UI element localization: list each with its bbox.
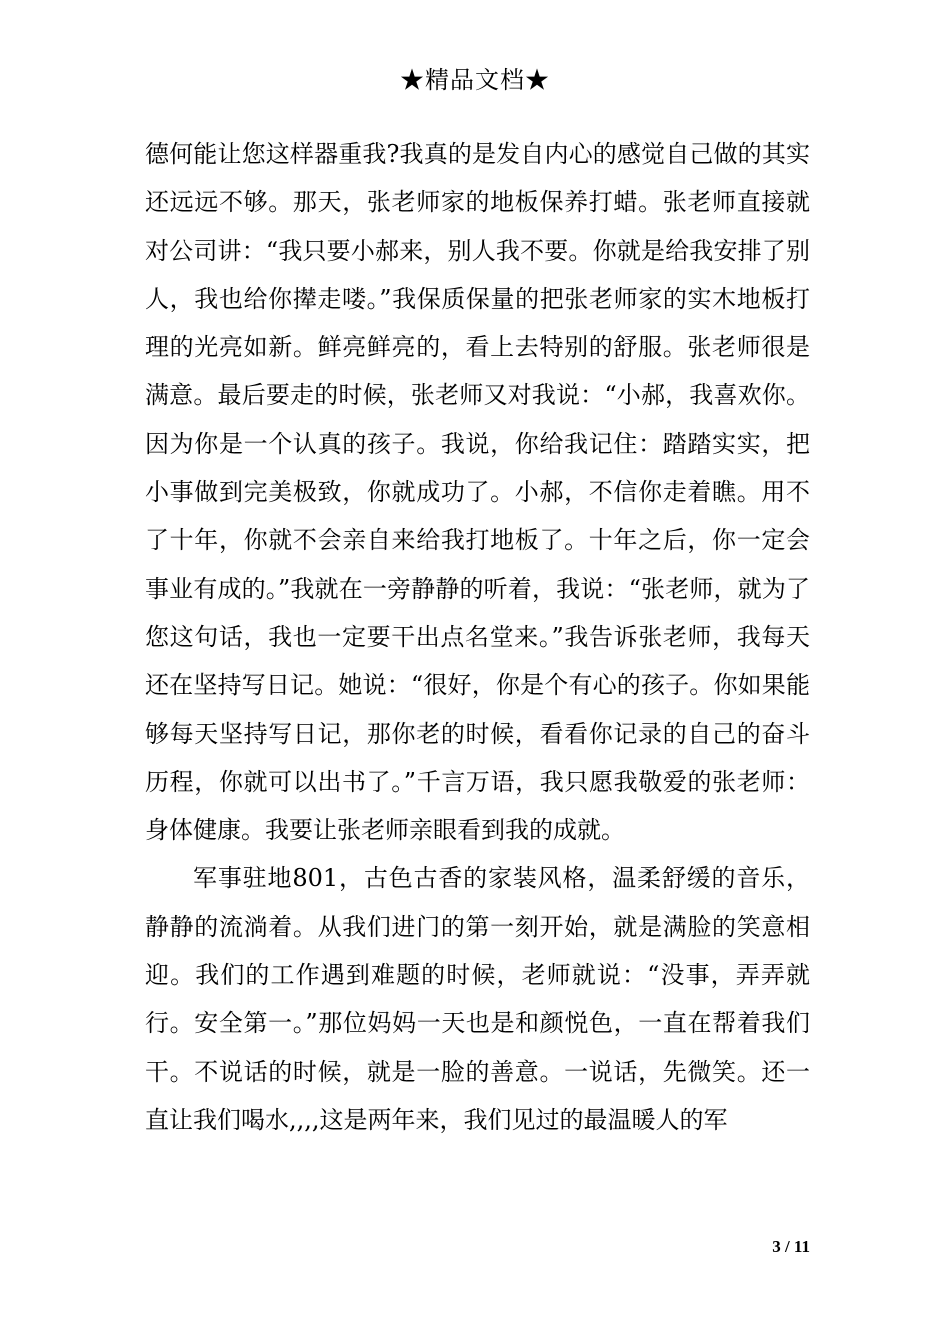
page-number: 3 / 11 <box>772 1237 810 1256</box>
paragraph-2: 军事驻地801，古色古香的家装风格，温柔舒缓的音乐，静静的流淌着。从我们进门的第一刻开始，就是满脸的笑意相迎。我们的工作遇到难题的时候，老师就说：“没事，弄弄就行。安全第一。”那位妈妈一天也是和颜悦色，一直在帮着我们干。不说话的时候，就是一脸的善意。一说话，先微笑。还一直让我们喝水,,,,这是两年来，我们见过的最温暖人的军 <box>145 864 810 1134</box>
page-header-title: ★精品文档★ <box>400 66 550 94</box>
document-body <box>145 130 810 1144</box>
paragraph-1: 德何能让您这样器重我?我真的是发自内心的感觉自己做的其实还远远不够。那天，张老师家的地板保养打蜡。张老师直接就对公司讲：“我只要小郝来，别人我不要。你就是给我安排了别人，我也给你撵走喽。”我保质保量的把张老师家的实木地板打理的光亮如新。鲜亮鲜亮的，看上去特别的舒服。张老师很是满意。最后要走的时候，张老师又对我说：“小郝，我喜欢你。因为你是一个认真的孩子。我说，你给我记住：踏踏实实，把小事做到完美极致，你就成功了。小郝，不信你走着瞧。用不了十年，你就不会亲自来给我打地板了。十年之后，你一定会事业有成的。”我就在一旁静静的听着，我说：“张老师，就为了您这句话，我也一定要干出点名堂来。”我告诉张老师，我每天还在坚持写日记。她说：“很好，你是个有心的孩子。你如果能够每天坚持写日记，那你老的时候，看看你记录的自己的奋斗历程，你就可以出书了。”千言万语，我只愿我敬爱的张老师：身体健康。我要让张老师亲眼看到我的成就。 <box>145 140 810 845</box>
